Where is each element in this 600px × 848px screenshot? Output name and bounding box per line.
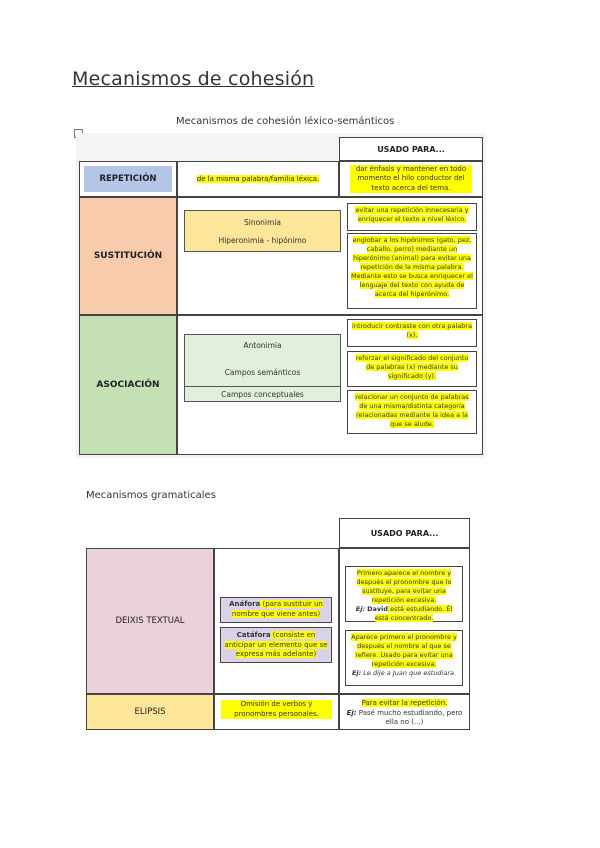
lexical-header <box>339 137 483 161</box>
lexical-table <box>76 133 486 458</box>
lexical-header-text: USADO PARA... <box>377 144 445 154</box>
elipsis-example: Pasé mucho estudiando, pero ella no (...) <box>358 708 463 726</box>
catafora-term: Catáfora <box>236 631 271 639</box>
anafora-example-bold: David <box>367 605 389 613</box>
catafora-desc: (consiste en anticipar un elemento que se expresa más adelante) <box>224 631 328 658</box>
catafora-example: Le dije a Juan que estudiara. <box>363 669 457 677</box>
hiperonimia-item: Hiperonimia - hipónimo <box>218 235 307 245</box>
catafora-use-text: Aparece primero el pronombre y después el nombre al que se refiere. Usado para evitar una repetición excesiva. <box>351 633 457 668</box>
catafora-example-prefix: Ej: <box>351 669 362 677</box>
elipsis-label: ELIPSIS <box>134 707 166 717</box>
repeticion-middle <box>177 161 339 197</box>
repeticion-middle-text: de la misma palabra/familia léxica. <box>196 175 320 183</box>
anafora-example: está estudiando. Él está concentrado. <box>374 605 453 622</box>
antonimia-use-text: introducir contraste con otra palabra (x). <box>352 322 472 339</box>
campos-semanticos-use <box>347 351 477 387</box>
asociacion-label: ASOCIACIÓN <box>96 380 160 390</box>
elipsis-middle-text: Omisión de verbos y pronombres personales. <box>221 700 332 719</box>
deixis-label: DEIXIS TEXTUAL <box>115 616 185 626</box>
anafora-use-text: Primero aparece el nombre y después el pronombre que lo sustituye, para evitar una repetición excesiva. <box>356 569 452 604</box>
anafora-desc: (para sustituir un nombre que viene antes) <box>231 600 323 618</box>
elipsis-example-prefix: Ej: <box>346 708 357 717</box>
repeticion-use <box>339 161 483 197</box>
campos-conceptuales-item: Campos conceptuales <box>184 386 341 402</box>
page-title: Mecanismos de cohesión <box>72 68 315 90</box>
hiperonimia-use <box>347 233 477 309</box>
catafora-item <box>220 627 332 663</box>
row-elipsis <box>86 694 214 730</box>
anafora-example-prefix: Ej: <box>355 605 366 613</box>
grammatical-header <box>339 518 470 548</box>
sinonimia-use <box>347 203 477 231</box>
anafora-term: Anáfora <box>229 600 261 608</box>
antonimia-item: Antonimia <box>243 340 282 350</box>
elipsis-middle <box>214 694 339 730</box>
row-repeticion <box>79 161 177 197</box>
anafora-use <box>345 566 463 622</box>
elipsis-use <box>339 694 470 730</box>
elipsis-use-text: Para evitar la repetición. <box>361 699 448 707</box>
campos-conceptuales-use-text: relacionar un conjunto de palabras de una misma/distinta categoría relacionadas mediante la idea a la que se alude. <box>355 393 469 428</box>
anafora-item <box>220 597 332 623</box>
campos-semanticos-item: Campos semánticos <box>224 367 301 377</box>
repeticion-use-text: dar énfasis y mantener en todo momento el hilo conductor del texto acerca del tema. <box>350 165 472 194</box>
sustitucion-items-box <box>184 210 341 252</box>
hiperonimia-use-text: englobar a los hipónimos (gato, pez, caballo, perro) mediante un hiperónimo (animal) para evitar una repetición de la misma palabra. Mediante esto se busca enriquecer el lenguaje del texto con ayuda de acerca del hiperónimo. <box>351 236 473 298</box>
sustitucion-label: SUSTITUCIÓN <box>93 251 163 261</box>
row-deixis <box>86 548 214 694</box>
sinonimia-item: Sinonimia <box>243 217 281 227</box>
asociacion-items-box <box>184 334 341 390</box>
antonimia-use <box>347 319 477 347</box>
grammatical-caption: Mecanismos gramaticales <box>86 490 216 501</box>
lexical-caption: Mecanismos de cohesión léxico-semánticos <box>176 116 395 127</box>
grammatical-table <box>86 518 470 730</box>
sinonimia-use-text: evitar una repetición innecesaria y enriquecer el texto a nivel léxico. <box>355 206 469 223</box>
row-sustitucion <box>79 197 177 315</box>
repeticion-label: REPETICIÓN <box>99 174 157 184</box>
grammatical-header-text: USADO PARA... <box>370 528 439 538</box>
campos-semanticos-use-text: reforzar el significado del conjunto de palabras (x) mediante su significado (y). <box>355 354 469 380</box>
catafora-use <box>345 630 463 686</box>
row-asociacion <box>79 315 177 455</box>
campos-conceptuales-use <box>347 390 477 434</box>
